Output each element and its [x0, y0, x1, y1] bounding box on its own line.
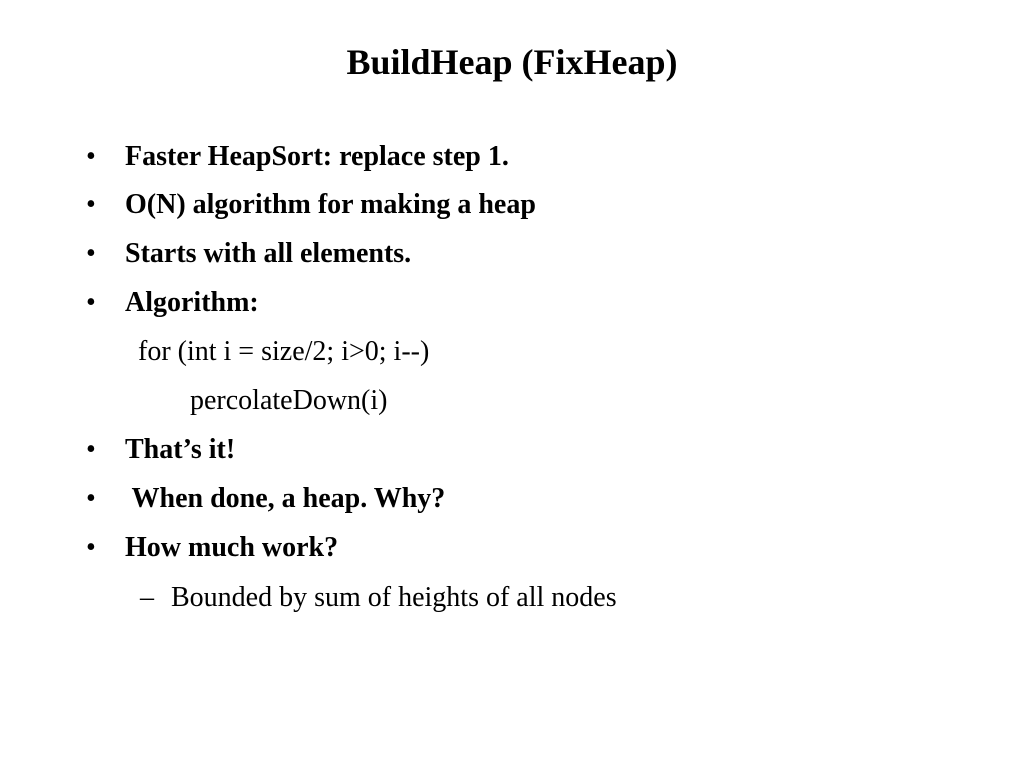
bullet-text: That’s it! — [125, 434, 236, 465]
bullet-point-icon: • — [86, 532, 96, 563]
code-line: for (int i = size/2; i>0; i--) — [138, 336, 430, 367]
bullet-point-icon: • — [86, 141, 96, 172]
bullet-text: Algorithm: — [125, 287, 259, 318]
bullet-text: How much work? — [125, 532, 339, 563]
bullet-text: O(N) algorithm for making a heap — [125, 189, 536, 220]
bullet-point-icon: • — [86, 287, 96, 318]
slide-title: BuildHeap (FixHeap) — [346, 42, 678, 82]
bullet-point-icon: • — [86, 238, 96, 269]
bullet-point-icon: • — [86, 483, 96, 514]
bullet-point-icon: • — [86, 189, 96, 220]
bullet-text: When done, a heap. Why? — [125, 483, 446, 514]
bullet-point-icon: • — [86, 434, 96, 465]
sub-bullet-text: Bounded by sum of heights of all nodes — [171, 582, 617, 613]
bullet-text: Starts with all elements. — [125, 238, 412, 269]
bullet-text: Faster HeapSort: replace step 1. — [125, 141, 509, 172]
code-line: percolateDown(i) — [190, 385, 388, 416]
dash-icon: – — [140, 582, 154, 613]
